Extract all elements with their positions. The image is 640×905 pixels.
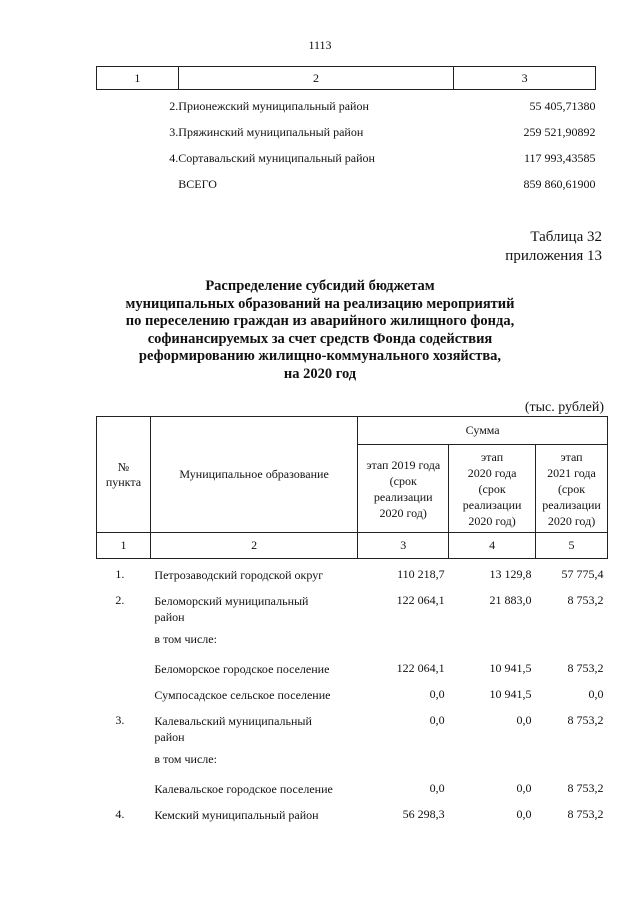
row-name-line: Сумпосадское сельское поселение [154,687,331,702]
row-value-2020: 10 941,5 [489,660,532,675]
row-value: 55 405,71380 [529,99,596,113]
header-cell-stage-2020 [449,445,536,533]
table-row [97,585,608,627]
row-name: Сортавальский муниципальный район [178,151,375,165]
table-index-row [97,533,608,559]
index-cell: 2 [150,533,357,559]
header-text: реализации [462,497,522,512]
row-value: 117 993,43585 [523,151,596,165]
row-value-2019: 56 298,3 [402,806,445,821]
row-value-2021 [536,747,608,773]
header-text: (срок [478,481,506,496]
row-name [150,705,357,747]
row-name-line: Кемский муниципальный район [154,807,319,822]
row-value-2019: 122 064,1 [396,592,445,607]
table-row [97,773,608,799]
caption-line: приложения 13 [505,248,602,264]
row-name [150,679,357,705]
table-row-total [97,172,596,198]
row-value-2021: 8 753,2 [567,712,604,727]
row-number: 4. [169,151,179,165]
row-name-line: в том числе: [154,751,217,766]
row-value-2021: 8 753,2 [567,592,604,607]
row-value-2019: 0,0 [429,686,445,701]
row-value-2020 [449,627,536,653]
row-number [97,172,179,198]
header-text: 2020 год) [379,505,427,520]
header-cell-municipality: Муниципальное образование [150,417,357,533]
index-cell: 3 [358,533,449,559]
row-value-2020: 0,0 [516,712,532,727]
row-number [97,747,151,773]
header-text: этап [560,449,583,464]
table-row [97,747,608,773]
row-name: Пряжинский муниципальный район [178,125,364,139]
header-text: № [117,459,130,474]
row-name-line: Петрозаводский городской округ [154,568,324,582]
table-row [97,799,608,825]
index-cell: 4 [449,533,536,559]
title-line: софинансируемых за счет средств Фонда содействия [147,330,493,347]
row-number [97,627,151,653]
row-value-2019 [358,747,449,773]
row-value-2021: 8 753,2 [567,806,604,821]
table-row [97,120,596,146]
header-text: реализации [542,497,601,512]
row-name [150,747,357,773]
row-name [150,585,357,627]
row-value-2021: 8 753,2 [567,660,604,675]
row-name-line: Беломорский муниципальный [154,593,309,608]
row-value-2019: 122 064,1 [396,660,445,675]
row-name [150,653,357,679]
table-header-row [97,417,608,445]
units-label: (тыс. рублей) [524,400,604,415]
caption-line: Таблица 32 [530,229,602,245]
header-cell-sum: Сумма [358,417,608,445]
header-text: 2021 года [547,465,596,480]
index-cell: 5 [536,533,608,559]
subsidy-table [96,416,608,825]
table-row [97,653,608,679]
row-name-line: Калевальский муниципальный [154,713,312,728]
row-name-line: в том числе: [154,631,217,646]
row-number: 4. [115,806,125,821]
page-number: 1113 [308,38,332,52]
row-name: ВСЕГО [178,177,217,191]
row-name [150,799,357,825]
row-name [150,559,357,585]
row-value-2021: 57 775,4 [561,567,604,581]
header-text: пункта [105,474,142,489]
row-name-line: район [154,609,185,624]
row-value: 259 521,90892 [523,125,596,139]
row-value-2021 [536,627,608,653]
row-number: 3. [115,712,125,727]
row-name [150,773,357,799]
row-number: 3. [169,125,179,139]
table-row [97,627,608,653]
header-text: реализации [373,489,433,504]
table-row [97,146,596,172]
title-line: на 2020 год [283,365,357,382]
header-text: 2020 год) [547,513,596,528]
row-value-2021: 0,0 [588,686,604,701]
row-value-2019: 0,0 [429,712,445,727]
row-value-2021: 8 753,2 [567,780,604,795]
row-value-2019 [358,627,449,653]
continuation-table [96,66,596,198]
row-name: Прионежский муниципальный район [178,99,369,113]
row-number: 2. [115,592,125,607]
row-name-line: Беломорское городское поселение [154,661,330,676]
table-row [97,679,608,705]
title-line: Распределение субсидий бюджетам [205,278,435,294]
row-value-2020: 0,0 [516,806,532,821]
table-row [97,559,608,585]
row-number: 2. [169,99,179,113]
row-value-2019: 0,0 [429,780,445,795]
header-text: (срок [557,481,586,496]
row-number [97,679,151,705]
title-line: по переселению граждан из аварийного жилищного фонда, [125,313,515,330]
row-number [97,653,151,679]
title-line: муниципальных образований на реализацию мероприятий [125,295,515,312]
document-title [80,278,560,384]
header-cell: 3 [454,67,596,90]
table-row [97,705,608,747]
row-value-2020: 21 883,0 [489,592,532,607]
header-text: этап [481,449,504,464]
row-name-line: район [154,729,185,744]
row-value-2020: 10 941,5 [489,686,532,701]
header-cell-stage-2021 [536,445,608,533]
row-value: 859 860,61900 [523,177,596,191]
header-cell: 2 [178,67,453,90]
table-header-row [97,67,596,90]
row-value-2019: 110 218,7 [397,567,445,581]
row-number [97,773,151,799]
header-text: (срок [389,473,417,488]
row-name-line: Калевальское городское поселение [154,781,333,796]
title-line: реформированию жилищно-коммунального хозяйства, [138,348,502,365]
row-name [150,627,357,653]
header-cell: 1 [97,67,179,90]
table-caption [505,228,602,266]
row-value-2020 [449,747,536,773]
header-text: 2020 года [467,465,517,480]
header-cell-stage-2019 [358,445,449,533]
header-cell-number [97,417,151,533]
index-cell: 1 [97,533,151,559]
row-number: 1. [115,567,125,581]
header-text: 2020 год) [468,513,516,528]
table-row [97,94,596,120]
row-value-2020: 0,0 [516,780,532,795]
row-value-2020: 13 129,8 [489,567,532,581]
header-text: этап 2019 года [366,457,441,472]
